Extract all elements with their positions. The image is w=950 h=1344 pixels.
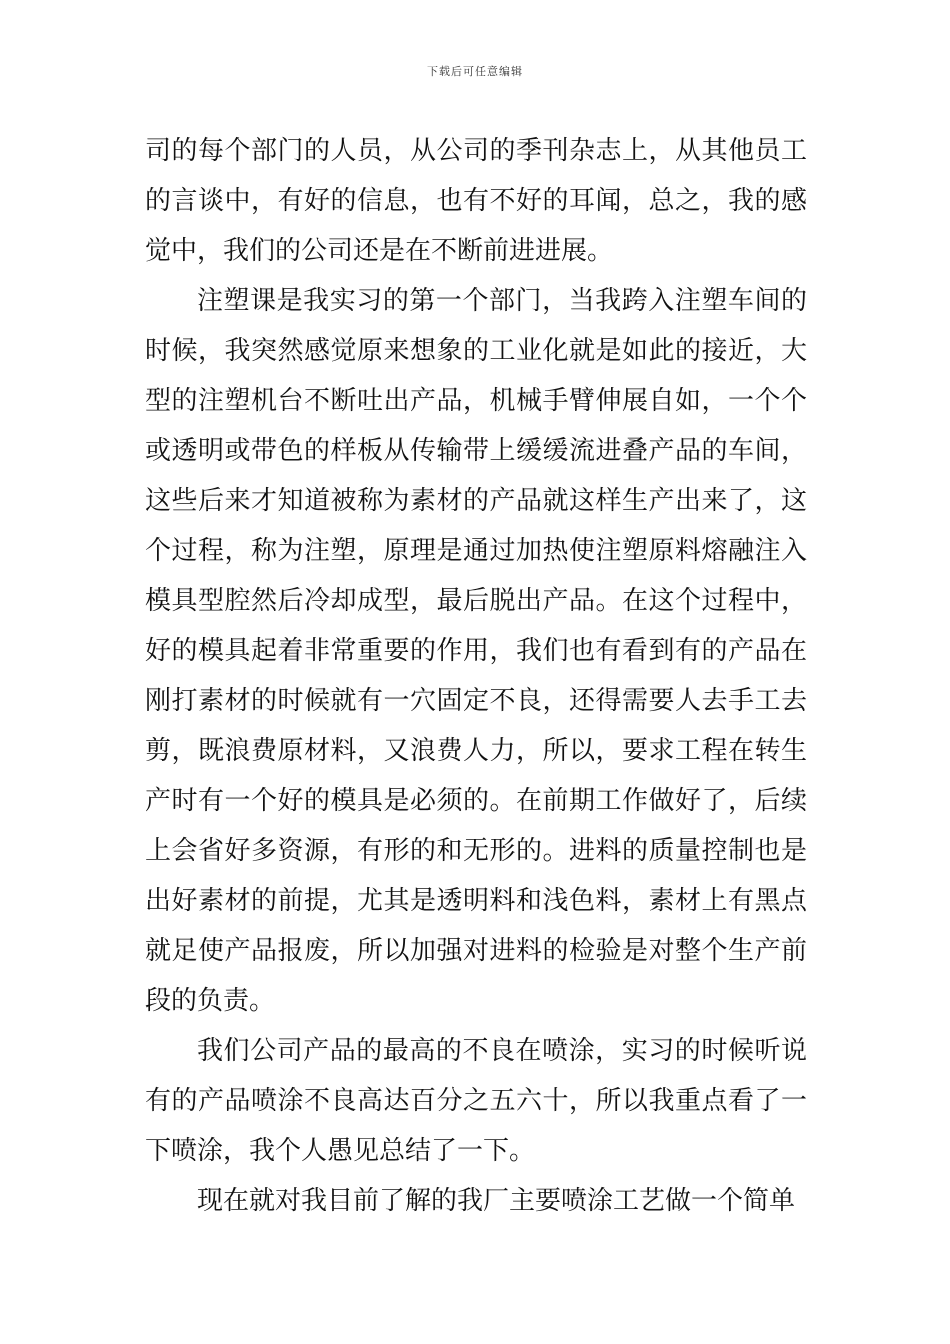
paragraph-4: 现在就对我目前了解的我厂主要喷涂工艺做一个简单: [197, 1186, 796, 1216]
paragraph-1: 司的每个部门的人员，从公司的季刊杂志上，从其他员工的言谈中，有好的信息，也有不好的耳闻，总之，我的感觉中，我们的公司还是在不断前进进展。: [145, 136, 807, 266]
page-header: 下载后可任意编辑: [427, 65, 523, 78]
paragraph-2: 注塑课是我实习的第一个部门，当我跨入注塑车间的时候，我突然感觉原来想象的工业化就是如此的接近，大型的注塑机台不断吐出产品，机械手臂伸展自如，一个个或透明或带色的样板从传输带上缓缓流进叠产品的车间，这些后来才知道被称为素材的产品就这样生产出来了，这个过程，称为注塑，原理是通过加热使注塑原料熔融注入模具型腔然后冷却成型，最后脱出产品。在这个过程中，好的模具起着非常重要的作用，我们也有看到有的产品在刚打素材的时候就有一穴固定不良，还得需要人去手工去剪，既浪费原材料，又浪费人力，所以，要求工程在转生产时有一个好的模具是必须的。在前期工作做好了，后续上会省好多资源，有形的和无形的。进料的质量控制也是出好素材的前提，尤其是透明料和浅色料，素材上有黑点就足使产品报废，所以加强对进料的检验是对整个生产前段的负责。: [145, 286, 807, 1016]
document-body: [145, 126, 807, 1226]
paragraph-3: 我们公司产品的最高的不良在喷涂，实习的时候听说有的产品喷涂不良高达百分之五六十，所以我重点看了一下喷涂，我个人愚见总结了一下。: [145, 1036, 807, 1166]
